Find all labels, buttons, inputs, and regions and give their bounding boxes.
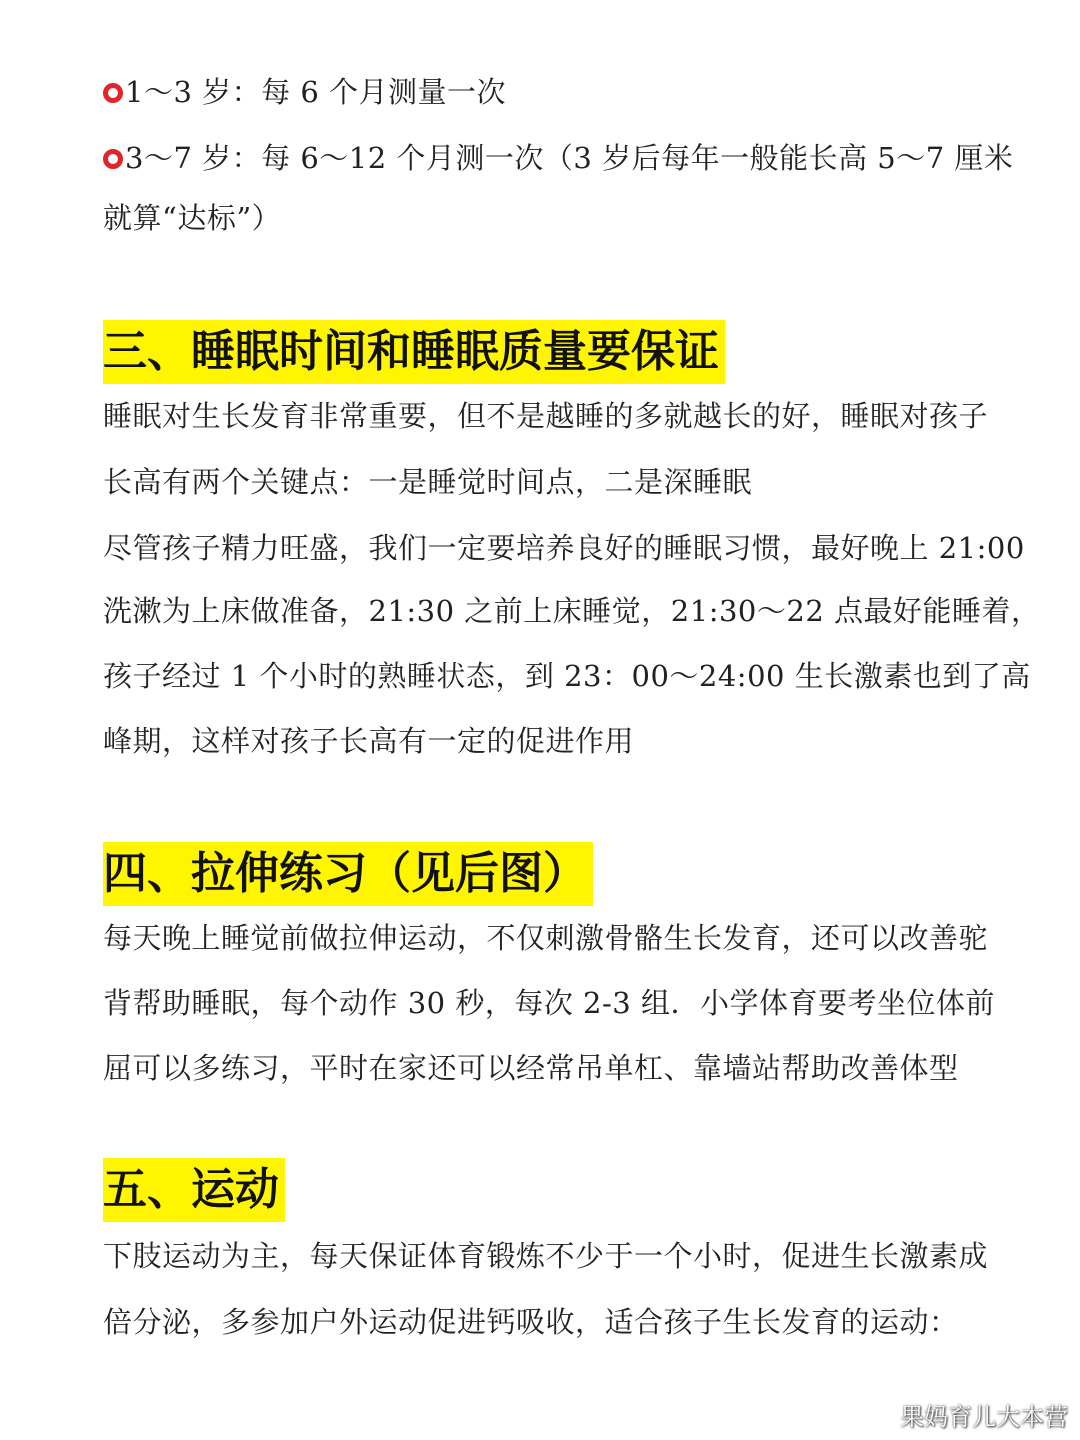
paragraph-line: 长高有两个关键点：一是睡觉时间点，二是深睡眠: [103, 465, 753, 499]
section-heading-stretching: 四、拉伸练习（见后图）: [103, 842, 593, 906]
red-ring-icon: [103, 149, 123, 169]
paragraph-line: 洗漱为上床做准备，21:30 之前上床睡觉，21:30～22 点最好能睡着，: [103, 594, 1041, 628]
section-heading-sleep: 三、睡眠时间和睡眠质量要保证: [103, 320, 725, 384]
paragraph-line: 倍分泌，多参加户外运动促进钙吸收，适合孩子生长发育的运动：: [103, 1305, 959, 1339]
list-item-continuation: 就算“达标”）: [103, 201, 282, 235]
paragraph-line: 峰期，这样对孩子长高有一定的促进作用: [103, 724, 635, 758]
list-item-text: 3～7 岁：每 6～12 个月测一次（3 岁后每年一般能长高 5～7 厘米: [125, 141, 1014, 175]
paragraph-line: 孩子经过 1 个小时的熟睡状态，到 23：00～24:00 生长激素也到了高: [103, 659, 1031, 693]
watermark: 果妈育儿大本营: [900, 1403, 1068, 1431]
paragraph-line: 尽管孩子精力旺盛，我们一定要培养良好的睡眠习惯，最好晚上 21:00: [103, 531, 1025, 565]
paragraph-line: 睡眠对生长发育非常重要，但不是越睡的多就越长的好，睡眠对孩子: [103, 399, 989, 433]
list-item: [103, 138, 1013, 178]
red-ring-icon: [103, 83, 123, 103]
list-item: [103, 72, 506, 112]
list-item-text: 1～3 岁：每 6 个月测量一次: [125, 75, 507, 109]
paragraph-line: 每天晚上睡觉前做拉伸运动，不仅刺激骨骼生长发育，还可以改善驼: [103, 921, 989, 955]
paragraph-line: 背帮助睡眠，每个动作 30 秒，每次 2-3 组．小学体育要考坐位体前: [103, 986, 995, 1020]
section-heading-exercise: 五、运动: [103, 1158, 285, 1222]
paragraph-line: 下肢运动为主，每天保证体育锻炼不少于一个小时，促进生长激素成: [103, 1239, 989, 1273]
paragraph-line: 屈可以多练习，平时在家还可以经常吊单杠、靠墙站帮助改善体型: [103, 1051, 959, 1085]
